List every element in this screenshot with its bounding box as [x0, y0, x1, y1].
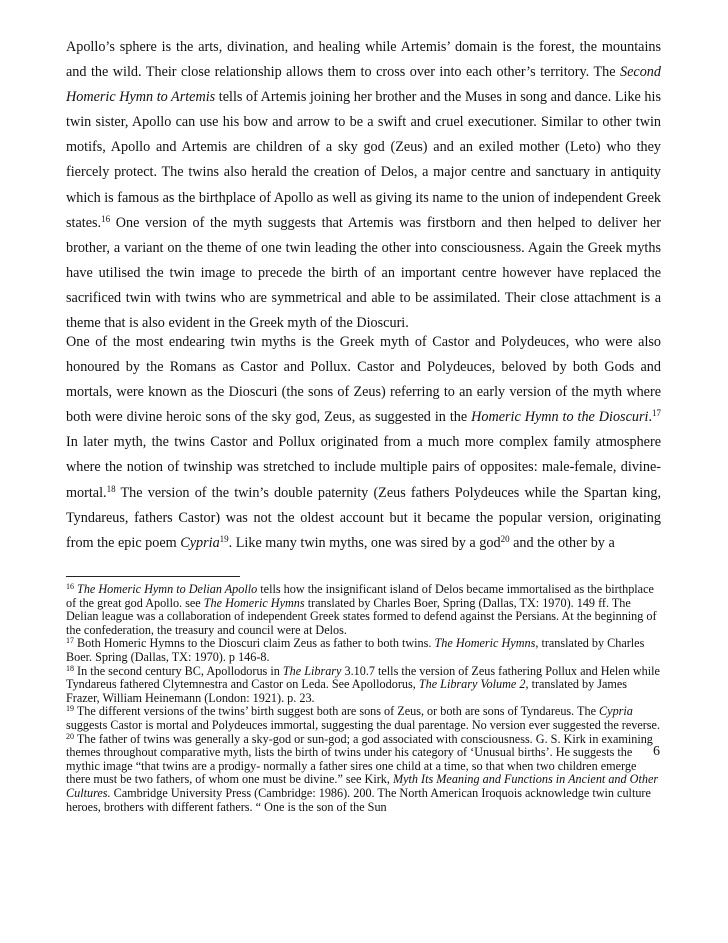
footnote-number: 17 — [66, 636, 74, 646]
italic-title: The Library Volume 2, — [418, 677, 529, 692]
italic-title: The Homeric Hymns — [203, 595, 305, 610]
footnote-ref-18[interactable]: 18 — [106, 483, 116, 494]
footnote-18 — [66, 665, 661, 706]
italic-title: The Library — [282, 663, 342, 678]
body-paragraph-dioscuri — [66, 330, 661, 556]
text-run: . Like many twin myths, one was sired by a god — [228, 534, 501, 551]
text-run: In the second century BC, Apollodorus in — [74, 663, 283, 678]
footnote-separator — [66, 576, 240, 577]
footnote-ref-19[interactable]: 19 — [219, 533, 229, 544]
text-run: The version of the twin’s double paternity (Zeus fathers Polydeuces while the Spartan king, Tyndareus, fathers Castor) was not the oldest account but it became the popular version, originating from the epic poem — [66, 484, 661, 551]
footnote-number: 16 — [66, 582, 74, 591]
footnote-17 — [66, 637, 661, 664]
text-run: Both Homeric Hymns to the Dioscuri claim Zeus as father to both twins. — [74, 636, 435, 651]
footnote-20 — [66, 733, 661, 815]
text-run: Apollo’s sphere is the arts, divination, and healing while Artemis’ domain is the forest, the mountains and the wild. Their close relationship allows them to cross over into each other’s territory. The — [66, 39, 661, 81]
text-run: The father of twins was generally a sky-god or sun-god; a god associated with consciousness. G. S. Kirk in examining themes throughout comparative myth, lists the birth of twins under his category of ‘Unusual births’. He suggests the mythic image “that twins are a prodigy- normally a father sires one child at a time, so that when two children emerge there must be two fathers, of whom one must be divine.” see Kirk, — [66, 731, 653, 787]
italic-title: Second Homeric Hymn to Artemis — [66, 64, 661, 106]
text-run: translated by Charles Boer. Spring (Dallas, TX: 1970). p 146-8. — [66, 636, 645, 664]
page-number: 6 — [653, 744, 660, 759]
text-run: tells how the insignificant island of Delos became immortalised as the birthplace of the great god Apollo. see — [66, 582, 654, 610]
footnote-ref-16[interactable]: 16 — [101, 213, 111, 224]
text-run: suggests Castor is mortal and Polydeuces immortal, suggesting the dual parentage. No version ever suggested the reverse. — [66, 717, 660, 732]
italic-title: The Homeric Hymn to Delian Apollo — [74, 582, 258, 596]
body-paragraph-apollo-artemis — [66, 35, 661, 336]
text-run: One of the most endearing twin myths is the Greek myth of Castor and Polydeuces, who were also honoured by the Romans as Castor and Pollux. Castor and Polydeuces, beloved by both Gods and mortals, were known as the Dioscuri (the sons of Zeus) referring to an early version of the myth where both were divine heroic sons of the sky god, Zeus, as suggested in the — [66, 334, 661, 426]
footnote-number: 18 — [66, 663, 74, 673]
text-run: . — [648, 409, 652, 426]
italic-title: Myth Its Meaning and Functions in Ancient and Other Cultures. — [66, 772, 659, 800]
footnote-19 — [66, 705, 661, 732]
footnote-ref-17[interactable]: 17 — [651, 408, 661, 419]
text-run: and the other by a — [509, 534, 615, 551]
text-run: tells of Artemis joining her brother and the Muses in song and dance. Like his twin sister, Apollo can use his bow and arrow to be a swift and cruel executioner. Similar to other twin motifs, Apollo and Artemis are children of a sky god (Zeus) and an exiled mother (Leto) who they fiercely protect. The twins also herald the creation of Delos, a major centre and sanctuary in antiquity which is famous as the birthplace of Apollo as well as giving its name to the union of independent Greek states. — [66, 89, 661, 231]
text-run: The different versions of the twins’ birth suggest both are sons of Zeus, or both are sons of Tyndareus. The — [74, 704, 600, 719]
text-run: translated by James Frazer, William Heinemann (London: 1921). p. 23. — [66, 677, 628, 705]
text-run: Cambridge University Press (Cambridge: 1986). 200. The North American Iroquois acknowledge twin culture heroes, brothers with different fathers. “ One is the son of the Sun — [66, 785, 651, 814]
italic-title: Cypria — [180, 534, 220, 551]
footnote-ref-20[interactable]: 20 — [500, 533, 510, 544]
text-run: translated by Charles Boer, Spring (Dallas, TX: 1970). 149 ff. The Delian league was a collaboration of independent Greek states formed to defend against the Persians. At the beginning of the confederation, the treasury and council were at Delos. — [66, 595, 657, 637]
italic-title: Homeric Hymn to the Dioscuri — [471, 409, 649, 426]
italic-title: The Homeric Hymns, — [434, 636, 539, 651]
footnote-number: 20 — [66, 731, 74, 741]
text-run: In later myth, the twins Castor and Pollux originated from a much more complex family atmosphere where the notion of twinship was stretched to include multiple pairs of opposites: male-female, divine-mortal. — [66, 434, 661, 501]
text-run: 3.10.7 tells the version of Zeus fathering Pollux and Helen while Tyndareus fathered Clytemnestra and Castor on Leda. See Apollodorus, — [66, 663, 660, 692]
text-run: One version of the myth suggests that Artemis was firstborn and then helped to deliver her brother, a variant on the theme of one twin leading the other into consciousness. Again the Greek myths have utilised the twin image to precede the birth of an important centre however have replaced the sacrificed twin with twins who are symmetrical and able to be assimilated. Their close attachment is a theme that is also evident in the Greek myth of the Dioscuri. — [66, 214, 661, 332]
footnotes-section — [66, 583, 661, 814]
italic-title: Cypria — [599, 704, 633, 719]
footnote-number: 19 — [66, 704, 74, 714]
footnote-16 — [66, 583, 661, 637]
